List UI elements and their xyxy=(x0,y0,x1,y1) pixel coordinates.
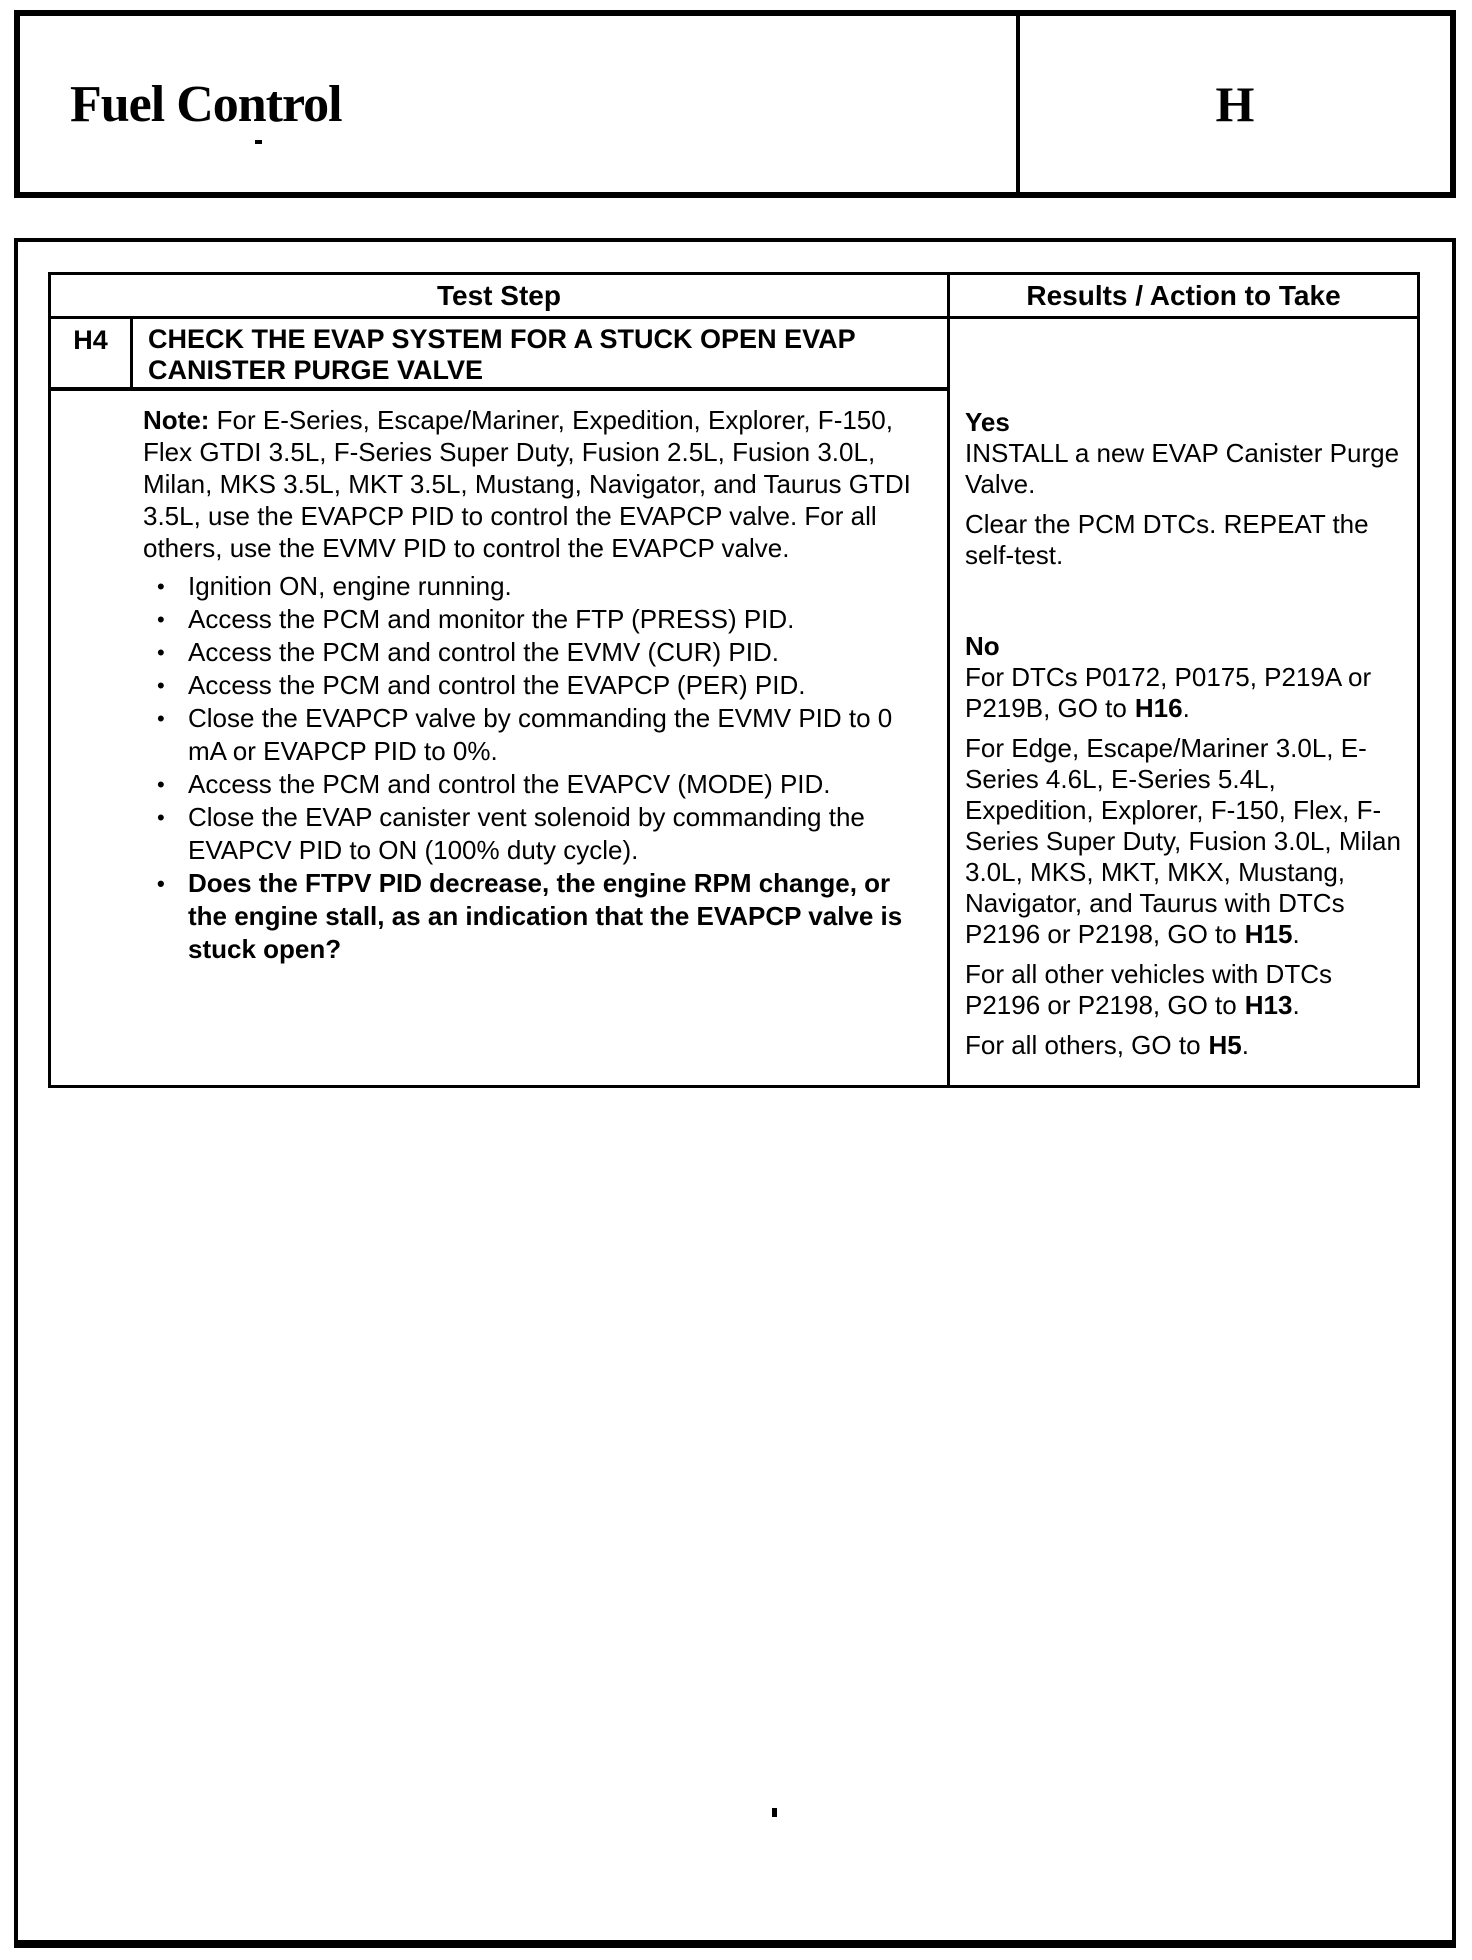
header-title-cell xyxy=(20,16,1016,192)
no-action-text: . xyxy=(1292,919,1300,949)
no-action-text: . xyxy=(1182,693,1190,723)
bullet-text: Close the EVAP canister vent solenoid by commanding the EVAPCV PID to ON (100% duty cycle). xyxy=(188,802,865,865)
no-action-text: . xyxy=(1241,1030,1250,1060)
bullet-text: Does the FTPV PID decrease, the engine RPM change, or the engine stall, as an indication that the EVAPCP valve is stuck open? xyxy=(188,868,903,964)
step-title: CHECK THE EVAP SYSTEM FOR A STUCK OPEN EVAP CANISTER PURGE VALVE xyxy=(148,324,856,385)
no-action xyxy=(965,959,1411,1021)
test-step-column xyxy=(51,319,950,1085)
scan-artifact-dot xyxy=(772,1808,777,1817)
goto-step-ref: H16 xyxy=(1134,693,1183,723)
goto-step-ref: H13 xyxy=(1244,990,1293,1020)
test-bullet-item xyxy=(143,867,917,966)
table-body xyxy=(51,319,1417,1085)
no-action xyxy=(965,662,1411,724)
no-action-text: . xyxy=(1292,990,1300,1020)
column-header-results: Results / Action to Take xyxy=(1026,279,1341,311)
yes-action: INSTALL a new EVAP Canister Purge Valve. xyxy=(965,438,1400,499)
goto-step-ref: H5 xyxy=(1208,1030,1242,1060)
bullet-icon: • xyxy=(157,574,165,599)
bullet-icon: • xyxy=(157,706,165,731)
yes-actions xyxy=(965,438,1411,571)
bullet-icon: • xyxy=(157,805,165,830)
bullet-icon: • xyxy=(157,871,165,896)
bullet-icon: • xyxy=(157,607,165,632)
no-action-text: For all other vehicles with DTCs P2196 or P2198, GO to xyxy=(965,959,1332,1020)
no-actions xyxy=(965,662,1411,1061)
goto-step-ref: H15 xyxy=(1244,919,1293,949)
results-column xyxy=(950,319,1417,1085)
table-header-row xyxy=(51,275,1417,319)
bullet-text: Access the PCM and monitor the FTP (PRESS) PID. xyxy=(188,604,795,634)
bullet-text: Close the EVAPCP valve by commanding the EVMV PID to 0 mA or EVAPCP PID to 0%. xyxy=(188,703,893,766)
bullet-text: Ignition ON, engine running. xyxy=(188,571,512,601)
bullet-text: Access the PCM and control the EVMV (CUR) PID. xyxy=(188,637,779,667)
bullet-icon: • xyxy=(157,673,165,698)
no-action xyxy=(965,733,1411,950)
scan-artifact-dot xyxy=(255,140,262,144)
no-action-text: For DTCs P0172, P0175, P219A or P219B, GO to xyxy=(965,662,1372,723)
section-letter: H xyxy=(1215,76,1255,132)
note-text: For E-Series, Escape/Mariner, Expedition, Explorer, F-150, Flex GTDI 3.5L, F-Series Super Duty, Fusion 2.5L, Fusion 3.0L, Milan, MKS 3.5L, MKT 3.5L, Mustang, Navigator, and Taurus GTDI 3.5L, use the EVAPCP PID to control the EVAPCP valve. For all others, use the EVMV PID to control the EVAPCP valve. xyxy=(143,405,911,563)
bullet-icon: • xyxy=(157,772,165,797)
yes-action: Clear the PCM DTCs. REPEAT the self-test. xyxy=(965,509,1369,570)
no-action-text: For all others, GO to xyxy=(965,1030,1201,1060)
yes-label: Yes xyxy=(965,407,1010,437)
bullet-text: Access the PCM and control the EVAPCV (MODE) PID. xyxy=(188,769,831,799)
header-section-cell xyxy=(1016,16,1450,192)
test-bullet-item xyxy=(143,603,917,636)
column-header-test-step: Test Step xyxy=(51,275,950,316)
no-action-text: For Edge, Escape/Mariner 3.0L, E-Series 4.6L, E-Series 5.4L, Expedition, Explorer, F-150, Flex, F-Series Super Duty, Fusion 3.0L, Milan 3.0L, MKS, MKT, MKX, Mustang, Navigator, and Taurus with DTCs P2196 or P2198, GO to xyxy=(965,733,1401,949)
test-bullet-list xyxy=(143,570,917,966)
test-bullet-item xyxy=(143,768,917,801)
note-paragraph xyxy=(143,404,917,564)
step-header-row xyxy=(51,319,947,391)
no-label: No xyxy=(965,631,1000,661)
test-bullet-item xyxy=(143,669,917,702)
bullet-icon: • xyxy=(157,640,165,665)
test-bullet-item xyxy=(143,636,917,669)
page-header xyxy=(14,10,1456,198)
test-bullet-item xyxy=(143,801,917,867)
test-bullet-item xyxy=(143,570,917,603)
bullet-text: Access the PCM and control the EVAPCP (PER) PID. xyxy=(188,670,806,700)
page-title: Fuel Control xyxy=(70,75,342,133)
pinpoint-test-table xyxy=(48,272,1420,1088)
step-body xyxy=(51,391,947,1085)
no-action xyxy=(965,1030,1411,1061)
step-id: H4 xyxy=(51,319,133,387)
test-bullet-item xyxy=(143,702,917,768)
note-label: Note: xyxy=(143,405,210,435)
